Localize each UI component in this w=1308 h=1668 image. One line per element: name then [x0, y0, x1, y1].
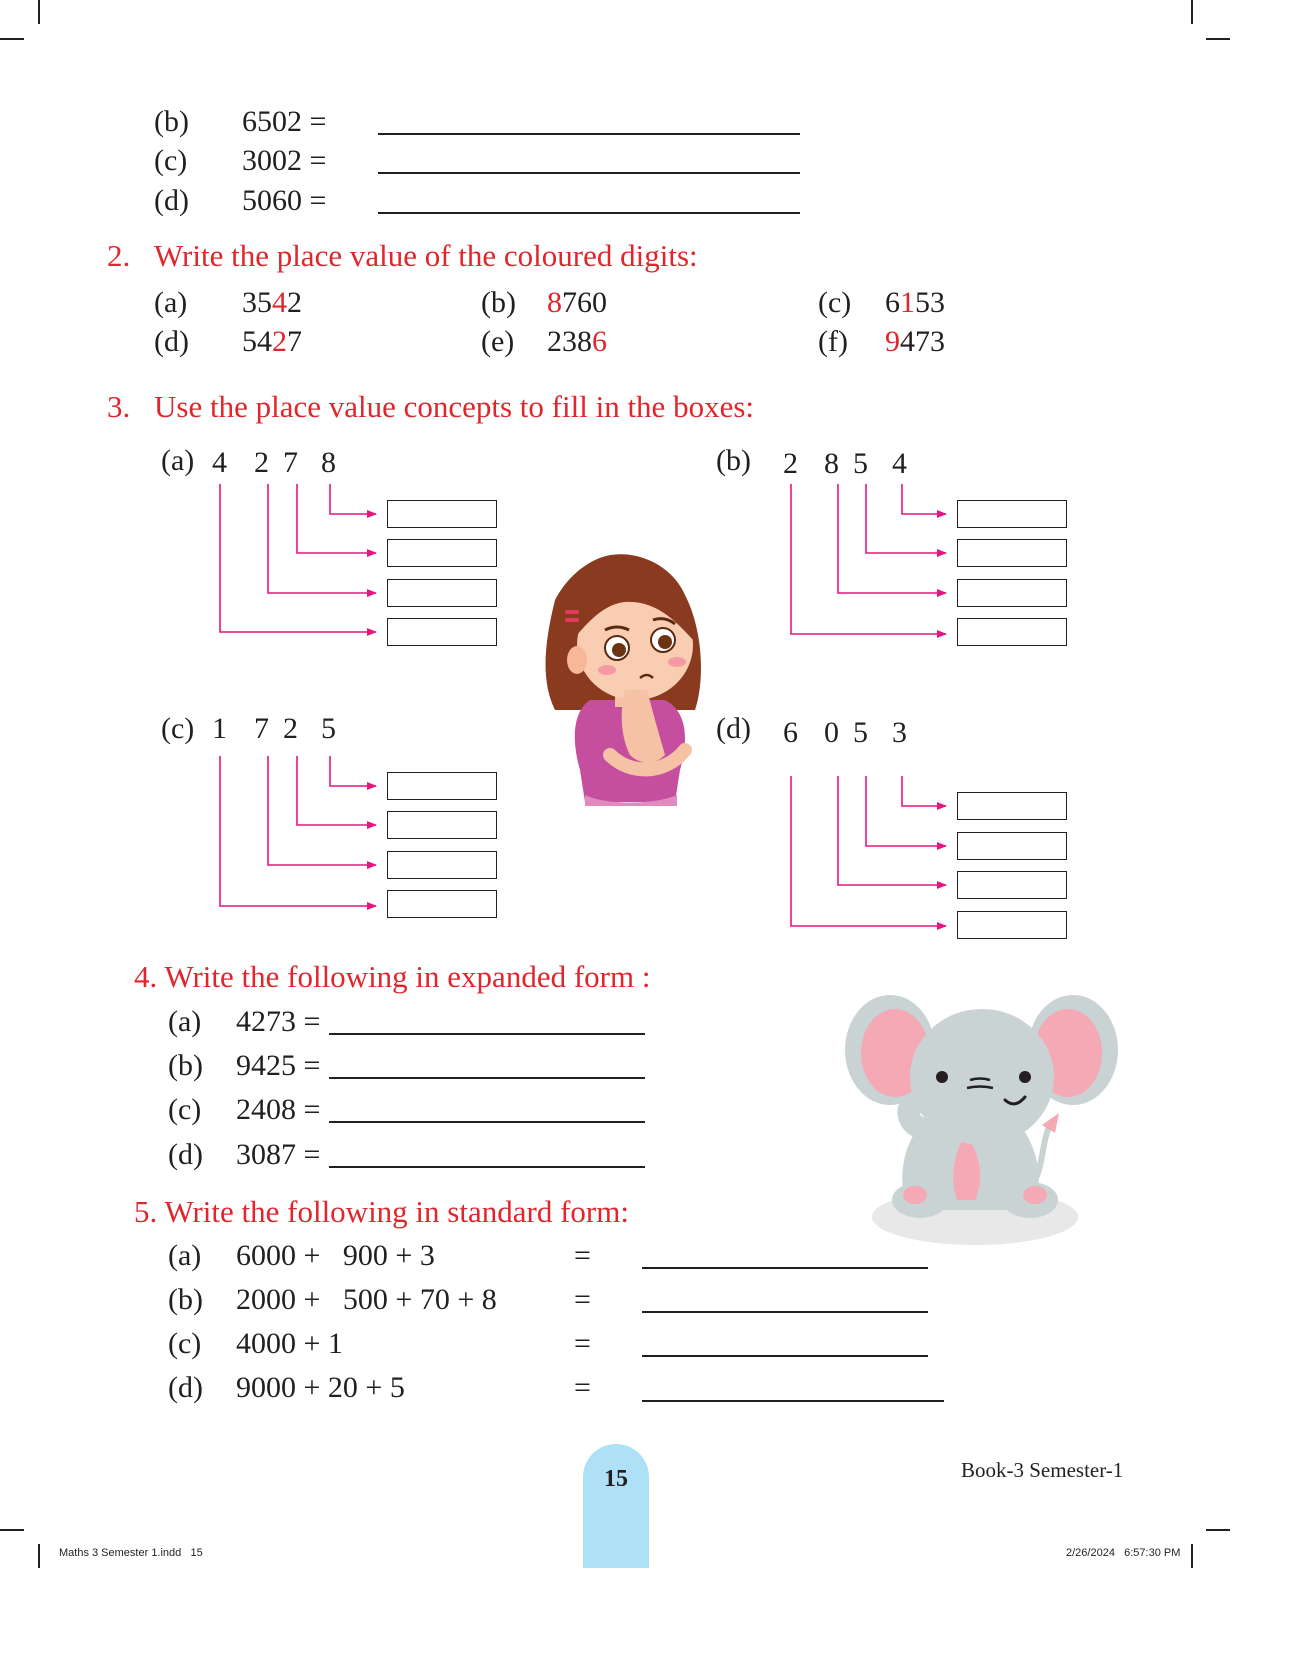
answer-box[interactable]: [387, 579, 497, 607]
digit-thousands: 2: [783, 447, 798, 480]
q1-expr: 3002 =: [242, 144, 327, 177]
q2-number-value: 5427: [242, 325, 302, 358]
answer-box[interactable]: [387, 500, 497, 528]
q5-expr: 6000 + 900 + 3: [236, 1239, 435, 1272]
answer-line[interactable]: [642, 1267, 928, 1269]
digit-tens: 7: [283, 446, 298, 479]
digit-hundreds: 0: [824, 716, 839, 749]
digit-tens: 2: [283, 712, 298, 745]
q3-label: (a): [161, 444, 195, 477]
answer-box[interactable]: [387, 851, 497, 879]
q5-label: (b): [168, 1283, 203, 1316]
q4-label: (a): [168, 1005, 202, 1038]
answer-box[interactable]: [957, 792, 1067, 820]
digit-thousands: 6: [783, 716, 798, 749]
answer-box[interactable]: [387, 811, 497, 839]
q3-label: (c): [161, 712, 195, 745]
q2-number-value: 8760: [547, 286, 607, 319]
q3-label: (d): [716, 712, 751, 745]
answer-box[interactable]: [957, 579, 1067, 607]
digit-ones: 3: [892, 716, 907, 749]
arrow-hundreds: [838, 484, 946, 593]
book-label: Book-3 Semester-1: [961, 1458, 1124, 1482]
q5-label: (a): [168, 1239, 202, 1272]
page-number-tab: [583, 1444, 649, 1568]
arrow-tens: [297, 484, 376, 553]
arrow-hundreds: [838, 776, 946, 885]
q4-label: (b): [168, 1049, 203, 1082]
answer-box[interactable]: [387, 539, 497, 567]
answer-box[interactable]: [957, 871, 1067, 899]
q1-expr: 5060 =: [242, 184, 327, 217]
q2-label: (f): [818, 325, 848, 358]
q2-number-value: 3542: [242, 286, 302, 319]
q2-label: (b): [481, 286, 516, 319]
digit-hundreds: 7: [254, 712, 269, 745]
answer-line[interactable]: [642, 1355, 928, 1357]
q5-label: (c): [168, 1327, 202, 1360]
answer-box[interactable]: [957, 500, 1067, 528]
arrow-ones: [330, 484, 376, 514]
answer-line[interactable]: [329, 1033, 645, 1035]
q3-label: (b): [716, 444, 751, 477]
digit-hundreds: 2: [254, 446, 269, 479]
q2-number-value: 9473: [885, 325, 945, 358]
digit-tens: 5: [853, 716, 868, 749]
q4-label: (d): [168, 1138, 203, 1171]
q5-equals: =: [574, 1283, 591, 1316]
digit-tens: 5: [853, 447, 868, 480]
arrow-ones: [330, 756, 376, 786]
q5-equals: =: [574, 1371, 591, 1404]
q2-label: (c): [818, 286, 852, 319]
arrow-tens: [866, 484, 946, 553]
q2-label: (a): [154, 286, 188, 319]
arrow-tens: [297, 756, 376, 825]
q1-label: (c): [154, 144, 188, 177]
arrow-thousands: [791, 776, 946, 926]
q2-number-value: 6153: [885, 286, 945, 319]
answer-line[interactable]: [642, 1400, 944, 1402]
q1-expr: 6502 =: [242, 105, 327, 138]
q1-label: (d): [154, 184, 189, 217]
answer-box[interactable]: [957, 832, 1067, 860]
answer-box[interactable]: [957, 539, 1067, 567]
q3-number: 3.: [107, 389, 131, 424]
arrow-hundreds: [268, 756, 376, 865]
arrow-thousands: [791, 484, 946, 634]
q5-expr: 2000 + 500 + 70 + 8: [236, 1283, 497, 1316]
q4-title: 4. Write the following in expanded form :: [134, 959, 651, 994]
answer-line[interactable]: [642, 1311, 928, 1313]
q2-label: (e): [481, 325, 515, 358]
q3-title: Use the place value concepts to fill in the boxes:: [154, 389, 755, 424]
digit-thousands: 1: [212, 712, 227, 745]
footer-file-name: Maths 3 Semester 1.indd 15: [59, 1547, 203, 1559]
arrow-ones: [902, 776, 946, 806]
answer-box[interactable]: [957, 618, 1067, 646]
answer-line[interactable]: [329, 1121, 645, 1123]
footer-timestamp: 2/26/2024 6:57:30 PM: [1066, 1547, 1181, 1559]
elephant-illustration: [845, 985, 1120, 1250]
arrow-thousands: [220, 484, 376, 632]
digit-ones: 4: [892, 447, 907, 480]
arrow-ones: [902, 484, 946, 514]
digit-thousands: 4: [212, 446, 227, 479]
page-number: 15: [604, 1466, 628, 1492]
q5-label: (d): [168, 1371, 203, 1404]
q4-label: (c): [168, 1093, 202, 1126]
digit-ones: 5: [321, 712, 336, 745]
q2-number: 2.: [107, 238, 131, 273]
q5-expr: 4000 + 1: [236, 1327, 343, 1360]
answer-line[interactable]: [329, 1166, 645, 1168]
answer-box[interactable]: [387, 890, 497, 918]
q5-expr: 9000 + 20 + 5: [236, 1371, 405, 1404]
thinking-girl-illustration: [535, 540, 710, 815]
q4-expr: 4273 =: [236, 1005, 321, 1038]
q5-equals: =: [574, 1327, 591, 1360]
answer-box[interactable]: [387, 618, 497, 646]
arrow-tens: [866, 776, 946, 846]
q2-label: (d): [154, 325, 189, 358]
q1-label: (b): [154, 105, 189, 138]
q4-expr: 9425 =: [236, 1049, 321, 1082]
q4-expr: 3087 =: [236, 1138, 321, 1171]
q2-number-value: 2386: [547, 325, 607, 358]
answer-line[interactable]: [329, 1077, 645, 1079]
q4-expr: 2408 =: [236, 1093, 321, 1126]
arrow-hundreds: [268, 484, 376, 593]
q5-title: 5. Write the following in standard form:: [134, 1194, 629, 1229]
digit-hundreds: 8: [824, 447, 839, 480]
answer-box[interactable]: [387, 772, 497, 800]
answer-box[interactable]: [957, 911, 1067, 939]
arrow-thousands: [220, 756, 376, 906]
q2-title: Write the place value of the coloured digits:: [154, 238, 698, 273]
digit-ones: 8: [321, 446, 336, 479]
q5-equals: =: [574, 1239, 591, 1272]
